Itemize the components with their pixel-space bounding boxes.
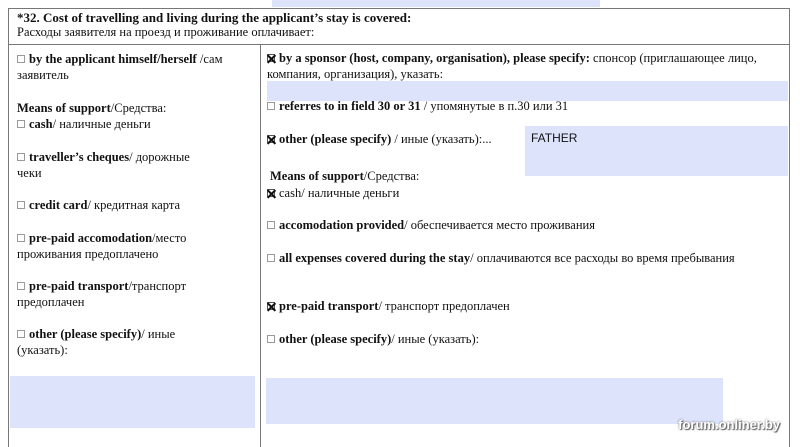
right-cash-checkbox[interactable] <box>267 189 275 197</box>
section-subtitle: Расходы заявителя на проезд и проживание оплачивает: <box>17 25 315 39</box>
left-cheques-checkbox[interactable] <box>17 153 25 161</box>
self-option-ru: /сам заявитель <box>17 52 223 82</box>
right-other-means-checkbox[interactable] <box>267 335 275 343</box>
self-option <box>17 51 252 83</box>
form-border-right <box>789 8 790 447</box>
form-border-left <box>8 8 9 447</box>
right-accomodation-option: accomodation provided/ обеспечивается место проживания <box>267 217 787 233</box>
sponsor-option: by a sponsor (host, company, organisation), please specify: спонсор (приглашающее лицо, компания, организация), указать: <box>267 51 757 81</box>
right-other-means-option: other (please specify)/ иные (указать): <box>267 331 787 347</box>
left-cheques-option: traveller’s cheques/ дорожные чеки <box>17 150 190 180</box>
left-credit-card-option: credit card/ кредитная карта <box>17 197 252 213</box>
right-other-means-input[interactable] <box>266 378 723 424</box>
sponsor-checkbox[interactable] <box>267 54 275 62</box>
left-accomodation-checkbox[interactable] <box>17 234 25 242</box>
left-cash-checkbox[interactable] <box>17 120 25 128</box>
section-title: *32. Cost of travelling and living during the applicant’s stay is covered: <box>17 10 412 25</box>
right-other-option: other (please specify) / иные (указать):... <box>267 131 527 147</box>
right-other-checkbox[interactable] <box>267 135 275 143</box>
right-expenses-option: all expenses covered during the stay/ оплачиваются все расходы во время пребывания <box>267 250 737 266</box>
previous-field-input[interactable] <box>272 0 600 7</box>
referres-option: referres to in field 30 or 31 / упомянутые в п.30 или 31 <box>267 98 787 114</box>
left-other-checkbox[interactable] <box>17 330 25 338</box>
watermark: forum.onliner.by <box>678 417 780 432</box>
column-divider <box>260 44 261 447</box>
left-cash-option: cash/ наличные деньги <box>17 116 252 132</box>
left-other-input[interactable] <box>10 376 255 428</box>
left-accomodation-option: pre-paid accomodation/место проживания предоплачено <box>17 231 187 261</box>
left-other-option: other (please specify)/ иные (указать): <box>17 327 176 357</box>
left-transport-checkbox[interactable] <box>17 282 25 290</box>
right-means-heading: Means of support/Средства: <box>270 169 420 183</box>
form-border-top <box>8 8 790 9</box>
right-cash-option: cash/ наличные деньги <box>267 185 787 201</box>
referres-checkbox[interactable] <box>267 102 275 110</box>
right-expenses-checkbox[interactable] <box>267 254 275 262</box>
self-option-en: by the applicant himself/herself <box>29 52 197 66</box>
right-accomodation-checkbox[interactable] <box>267 221 275 229</box>
left-credit-card-checkbox[interactable] <box>17 201 25 209</box>
right-other-value: FATHER <box>531 131 578 145</box>
right-transport-option: pre-paid transport/ транспорт предоплачен <box>267 298 787 314</box>
section-divider <box>8 44 790 45</box>
left-means-heading: Means of support/Средства: <box>17 101 167 115</box>
right-transport-checkbox[interactable] <box>267 302 275 310</box>
section-header <box>17 10 411 40</box>
self-checkbox[interactable] <box>17 55 25 63</box>
left-transport-option: pre-paid transport/транспорт предоплачен <box>17 279 187 309</box>
